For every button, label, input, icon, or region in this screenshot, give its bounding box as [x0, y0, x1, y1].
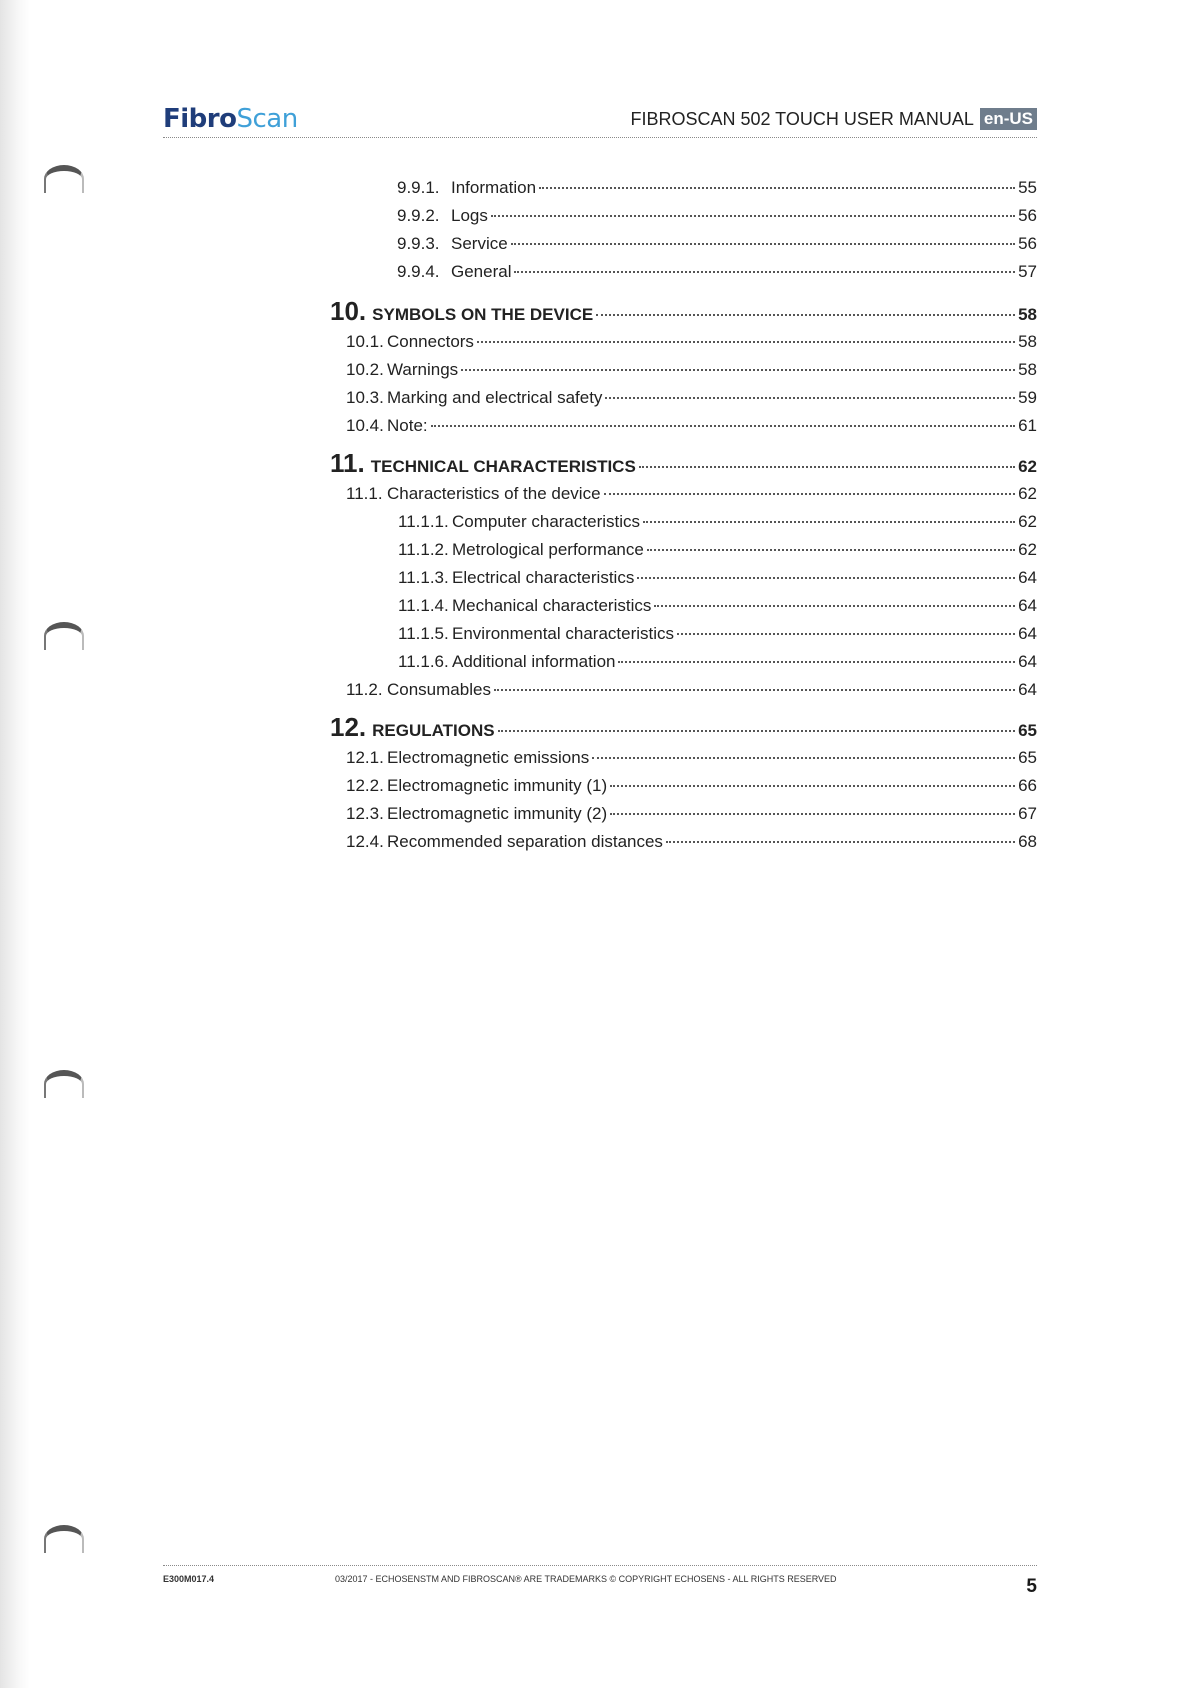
toc-entry[interactable]: 9.9.2. Logs 56	[397, 206, 1037, 225]
language-badge: en-US	[980, 108, 1037, 130]
copyright-notice: 03/2017 - ECHOSENSTM AND FIBROSCAN® ARE TRADEMARKS © COPYRIGHT ECHOSENS - ALL RIGHTS RESERVED	[335, 1574, 837, 1584]
toc-entry[interactable]: 12.1. Electromagnetic emissions 65	[346, 748, 1037, 767]
toc-entry[interactable]: 11.1.5. Environmental characteristics 64	[398, 624, 1037, 643]
toc-chapter[interactable]: 11. TECHNICAL CHARACTERISTICS 62	[330, 448, 1037, 478]
toc-entry[interactable]: 11.1.1. Computer characteristics 62	[398, 512, 1037, 531]
punch-hole	[44, 622, 84, 650]
punch-hole	[44, 1525, 84, 1553]
toc-entry[interactable]: 10.2. Warnings 58	[346, 360, 1037, 379]
page-edge-shadow	[0, 0, 30, 1688]
page-number: 5	[1026, 1576, 1037, 1597]
document-code: E300M017.4	[163, 1574, 215, 1584]
toc-chapter[interactable]: 10. SYMBOLS ON THE DEVICE 58	[330, 296, 1037, 326]
toc-entry[interactable]: 11.1.4. Mechanical characteristics 64	[398, 596, 1037, 615]
toc-entry[interactable]: 9.9.4. General 57	[397, 262, 1037, 281]
toc-entry[interactable]: 10.4. Note: 61	[346, 416, 1037, 435]
manual-title-text: FIBROSCAN 502 TOUCH USER MANUAL	[630, 108, 974, 129]
toc-entry[interactable]: 11.1.6. Additional information 64	[398, 652, 1037, 671]
toc-entry[interactable]: 12.3. Electromagnetic immunity (2) 67	[346, 804, 1037, 823]
toc-chapter[interactable]: 12. REGULATIONS 65	[330, 712, 1037, 742]
punch-hole	[44, 1070, 84, 1098]
fibroscan-logo: FibroScan	[163, 104, 298, 134]
toc-entry[interactable]: 10.1. Connectors 58	[346, 332, 1037, 351]
toc-entry[interactable]: 9.9.1. Information 55	[397, 178, 1037, 197]
manual-title	[630, 108, 1037, 130]
punch-hole	[44, 165, 84, 193]
toc-entry[interactable]: 11.1.3. Electrical characteristics 64	[398, 568, 1037, 587]
toc-entry[interactable]: 12.4. Recommended separation distances 68	[346, 832, 1037, 851]
toc-entry[interactable]: 11.2. Consumables 64	[346, 680, 1037, 699]
header-divider	[163, 137, 1037, 138]
toc-entry[interactable]: 11.1.2. Metrological performance 62	[398, 540, 1037, 559]
toc-entry[interactable]: 10.3. Marking and electrical safety 59	[346, 388, 1037, 407]
toc-entry[interactable]: 9.9.3. Service 56	[397, 234, 1037, 253]
footer-divider	[163, 1565, 1037, 1566]
toc-entry[interactable]: 11.1. Characteristics of the device 62	[346, 484, 1037, 503]
toc-entry[interactable]: 12.2. Electromagnetic immunity (1) 66	[346, 776, 1037, 795]
